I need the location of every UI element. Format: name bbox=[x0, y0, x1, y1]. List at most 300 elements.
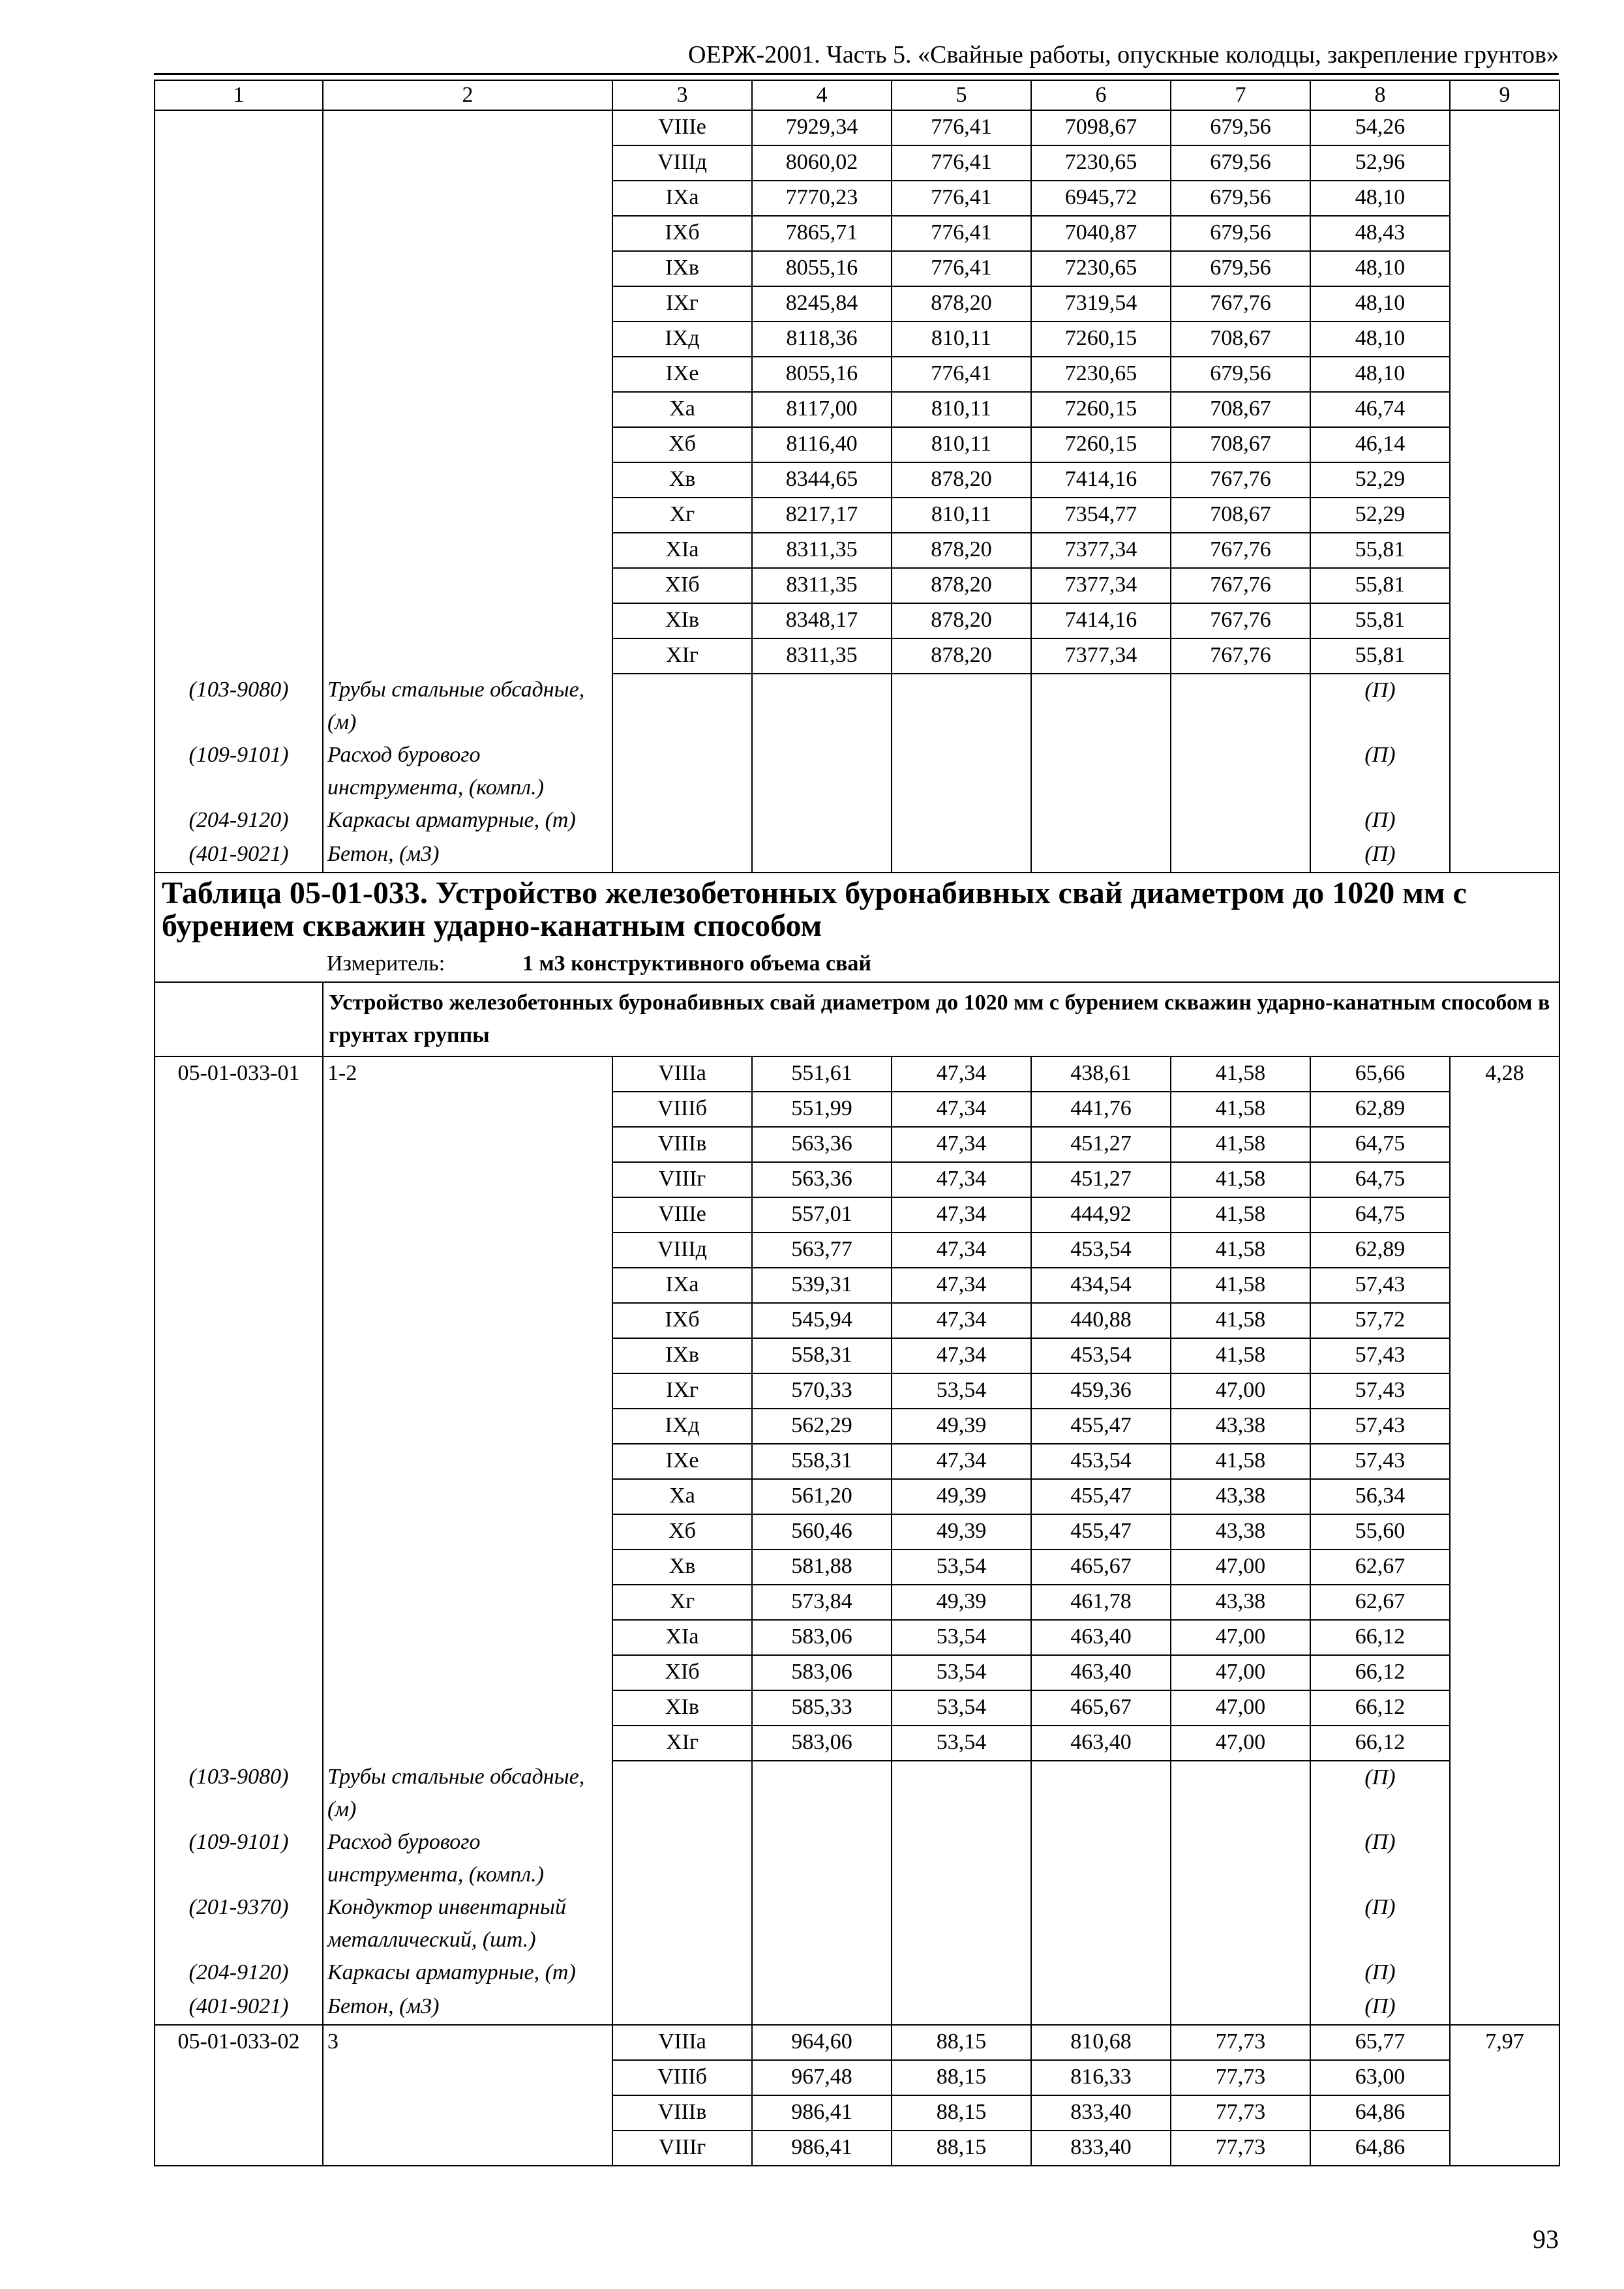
price-value: 41,58 bbox=[1171, 1197, 1310, 1233]
price-value: 585,33 bbox=[752, 1690, 892, 1726]
blank-cell bbox=[323, 1373, 612, 1409]
blank-cell bbox=[752, 804, 892, 838]
zone-code: XIб bbox=[612, 568, 752, 603]
blank-cell bbox=[155, 533, 323, 568]
blank-cell bbox=[612, 838, 752, 873]
blank-cell bbox=[1031, 1826, 1171, 1891]
zone-code: Xв bbox=[612, 1549, 752, 1585]
table-subtitle: Устройство железобетонных буронабивных свай диаметром до 1020 мм с бурением скважин ударно-канатным способом в грунтах группы bbox=[323, 982, 1559, 1056]
price-value: 41,58 bbox=[1171, 1303, 1310, 1338]
blank-cell bbox=[323, 2060, 612, 2095]
price-value: 41,58 bbox=[1171, 1056, 1310, 1092]
resource-code: (204-9120) bbox=[155, 1956, 323, 1990]
price-value: 77,73 bbox=[1171, 2131, 1310, 2166]
blank-cell bbox=[323, 2095, 612, 2131]
price-value: 833,40 bbox=[1031, 2095, 1171, 2131]
blank-cell bbox=[1171, 1990, 1310, 2025]
blank-cell bbox=[1450, 110, 1559, 145]
blank-cell bbox=[1450, 2095, 1559, 2131]
price-value: 679,56 bbox=[1171, 251, 1310, 286]
price-value: 708,67 bbox=[1171, 322, 1310, 357]
column-number: 9 bbox=[1450, 80, 1559, 110]
price-value: 55,81 bbox=[1310, 533, 1450, 568]
blank-cell bbox=[323, 1585, 612, 1620]
price-value: 581,88 bbox=[752, 1549, 892, 1585]
price-value: 573,84 bbox=[752, 1585, 892, 1620]
blank-cell bbox=[155, 462, 323, 498]
price-value: 7098,67 bbox=[1031, 110, 1171, 145]
zone-code: IXд bbox=[612, 1409, 752, 1444]
price-value: 7260,15 bbox=[1031, 427, 1171, 462]
price-value: 776,41 bbox=[892, 216, 1031, 251]
zone-code: VIIIг bbox=[612, 1162, 752, 1197]
zone-code: IXг bbox=[612, 286, 752, 322]
price-value: 52,29 bbox=[1310, 462, 1450, 498]
price-value: 767,76 bbox=[1171, 603, 1310, 638]
price-value: 679,56 bbox=[1171, 110, 1310, 145]
price-row bbox=[155, 1197, 1559, 1233]
price-value: 41,58 bbox=[1171, 1162, 1310, 1197]
price-value: 43,38 bbox=[1171, 1479, 1310, 1514]
price-value: 7770,23 bbox=[752, 181, 892, 216]
blank-cell bbox=[323, 1338, 612, 1373]
price-value: 6945,72 bbox=[1031, 181, 1171, 216]
price-value: 8245,84 bbox=[752, 286, 892, 322]
blank-cell bbox=[323, 1127, 612, 1162]
price-row bbox=[155, 462, 1559, 498]
price-value: 47,00 bbox=[1171, 1690, 1310, 1726]
blank-cell bbox=[155, 638, 323, 674]
subtitle-row bbox=[155, 982, 1559, 1056]
blank-cell bbox=[1450, 1956, 1559, 1990]
blank-cell bbox=[323, 638, 612, 674]
blank-cell bbox=[155, 1268, 323, 1303]
blank-cell bbox=[155, 427, 323, 462]
price-value: 56,34 bbox=[1310, 1479, 1450, 1514]
zone-code: XIа bbox=[612, 1620, 752, 1655]
blank-cell bbox=[155, 1549, 323, 1585]
price-row bbox=[155, 1373, 1559, 1409]
price-value: 57,43 bbox=[1310, 1444, 1450, 1479]
column-number: 1 bbox=[155, 80, 323, 110]
blank-cell bbox=[1450, 498, 1559, 533]
price-value: 88,15 bbox=[892, 2025, 1031, 2060]
price-value: 570,33 bbox=[752, 1373, 892, 1409]
price-value: 679,56 bbox=[1171, 145, 1310, 181]
price-value: 7414,16 bbox=[1031, 462, 1171, 498]
zone-code: IXа bbox=[612, 1268, 752, 1303]
price-row bbox=[155, 392, 1559, 427]
resource-unit-mark: (П) bbox=[1310, 1826, 1450, 1891]
blank-cell bbox=[155, 2060, 323, 2095]
price-value: 41,58 bbox=[1171, 1092, 1310, 1127]
blank-cell bbox=[1450, 739, 1559, 804]
blank-cell bbox=[752, 1761, 892, 1826]
blank-cell bbox=[612, 1761, 752, 1826]
price-row bbox=[155, 1655, 1559, 1690]
blank-cell bbox=[155, 392, 323, 427]
price-value: 41,58 bbox=[1171, 1233, 1310, 1268]
price-value: 49,39 bbox=[892, 1409, 1031, 1444]
price-value: 43,38 bbox=[1171, 1514, 1310, 1549]
column-number: 7 bbox=[1171, 80, 1310, 110]
blank-cell bbox=[1450, 1338, 1559, 1373]
blank-cell bbox=[155, 1373, 323, 1409]
price-table bbox=[154, 80, 1560, 2166]
blank-cell bbox=[323, 251, 612, 286]
soil-group: 1-2 bbox=[323, 1056, 612, 1092]
blank-cell bbox=[1450, 1127, 1559, 1162]
resource-unit-mark: (П) bbox=[1310, 838, 1450, 873]
blank-cell bbox=[612, 674, 752, 739]
price-value: 47,34 bbox=[892, 1056, 1031, 1092]
resource-row bbox=[155, 838, 1559, 873]
price-value: 560,46 bbox=[752, 1514, 892, 1549]
price-value: 810,11 bbox=[892, 392, 1031, 427]
blank-cell bbox=[323, 1233, 612, 1268]
blank-cell bbox=[155, 1479, 323, 1514]
blank-cell bbox=[155, 1585, 323, 1620]
price-value: 55,60 bbox=[1310, 1514, 1450, 1549]
blank-cell bbox=[155, 1514, 323, 1549]
price-value: 444,92 bbox=[1031, 1197, 1171, 1233]
price-value: 558,31 bbox=[752, 1444, 892, 1479]
price-value: 49,39 bbox=[892, 1514, 1031, 1549]
soil-group: 3 bbox=[323, 2025, 612, 2060]
resource-name: Бетон, (м3) bbox=[323, 1990, 612, 2025]
blank-cell bbox=[323, 462, 612, 498]
price-value: 64,75 bbox=[1310, 1127, 1450, 1162]
column-number: 8 bbox=[1310, 80, 1450, 110]
blank-cell bbox=[752, 838, 892, 873]
price-value: 48,10 bbox=[1310, 181, 1450, 216]
price-value: 7354,77 bbox=[1031, 498, 1171, 533]
price-value: 77,73 bbox=[1171, 2025, 1310, 2060]
price-value: 8055,16 bbox=[752, 251, 892, 286]
blank-cell bbox=[1450, 1585, 1559, 1620]
price-value: 62,67 bbox=[1310, 1549, 1450, 1585]
resource-name: Каркасы арматурные, (т) bbox=[323, 1956, 612, 1990]
blank-cell bbox=[1450, 1444, 1559, 1479]
price-value: 47,00 bbox=[1171, 1620, 1310, 1655]
price-value: 434,54 bbox=[1031, 1268, 1171, 1303]
zone-code: VIIIв bbox=[612, 2095, 752, 2131]
resource-unit-mark: (П) bbox=[1310, 1956, 1450, 1990]
blank-cell bbox=[1450, 2131, 1559, 2166]
blank-cell bbox=[155, 498, 323, 533]
price-value: 816,33 bbox=[1031, 2060, 1171, 2095]
price-value: 47,00 bbox=[1171, 1549, 1310, 1585]
column-number: 3 bbox=[612, 80, 752, 110]
blank-cell bbox=[1171, 1891, 1310, 1956]
zone-code: XIб bbox=[612, 1655, 752, 1690]
zone-code: XIв bbox=[612, 603, 752, 638]
blank-cell bbox=[155, 1092, 323, 1127]
blank-cell bbox=[155, 1620, 323, 1655]
blank-cell bbox=[892, 1891, 1031, 1956]
blank-cell bbox=[1450, 1479, 1559, 1514]
blank-cell bbox=[1450, 1233, 1559, 1268]
zone-code: VIIIа bbox=[612, 2025, 752, 2060]
price-value: 810,68 bbox=[1031, 2025, 1171, 2060]
blank-cell bbox=[892, 739, 1031, 804]
price-row bbox=[155, 498, 1559, 533]
price-value: 57,43 bbox=[1310, 1409, 1450, 1444]
blank-cell bbox=[155, 286, 323, 322]
blank-cell bbox=[155, 1162, 323, 1197]
blank-cell bbox=[1450, 1162, 1559, 1197]
blank-cell bbox=[155, 1233, 323, 1268]
price-value: 88,15 bbox=[892, 2131, 1031, 2166]
price-value: 7377,34 bbox=[1031, 568, 1171, 603]
price-value: 47,34 bbox=[892, 1444, 1031, 1479]
blank-cell bbox=[323, 1197, 612, 1233]
price-value: 53,54 bbox=[892, 1726, 1031, 1761]
price-value: 48,10 bbox=[1310, 322, 1450, 357]
price-value: 833,40 bbox=[1031, 2131, 1171, 2166]
price-value: 64,75 bbox=[1310, 1162, 1450, 1197]
price-row bbox=[155, 322, 1559, 357]
price-value: 451,27 bbox=[1031, 1162, 1171, 1197]
blank-cell bbox=[1031, 739, 1171, 804]
price-value: 65,77 bbox=[1310, 2025, 1450, 2060]
blank-cell bbox=[1450, 1620, 1559, 1655]
price-value: 53,54 bbox=[892, 1549, 1031, 1585]
price-value: 767,76 bbox=[1171, 638, 1310, 674]
resource-code: (103-9080) bbox=[155, 1761, 323, 1826]
price-row bbox=[155, 603, 1559, 638]
price-value: 77,73 bbox=[1171, 2060, 1310, 2095]
price-value: 8118,36 bbox=[752, 322, 892, 357]
zone-code: XIг bbox=[612, 1726, 752, 1761]
zone-code: VIIIд bbox=[612, 145, 752, 181]
price-value: 776,41 bbox=[892, 251, 1031, 286]
blank-cell bbox=[752, 1956, 892, 1990]
blank-cell bbox=[752, 739, 892, 804]
zone-code: IXб bbox=[612, 216, 752, 251]
blank-cell bbox=[1031, 1761, 1171, 1826]
price-value: 562,29 bbox=[752, 1409, 892, 1444]
blank-cell bbox=[1031, 1891, 1171, 1956]
price-value: 53,54 bbox=[892, 1373, 1031, 1409]
blank-cell bbox=[323, 1162, 612, 1197]
blank-cell bbox=[1450, 392, 1559, 427]
blank-cell bbox=[1450, 804, 1559, 838]
price-value: 8116,40 bbox=[752, 427, 892, 462]
price-value: 57,43 bbox=[1310, 1268, 1450, 1303]
zone-code: IXе bbox=[612, 357, 752, 392]
blank-cell bbox=[1171, 1761, 1310, 1826]
blank-cell bbox=[1031, 804, 1171, 838]
zone-code: IXб bbox=[612, 1303, 752, 1338]
price-value: 47,34 bbox=[892, 1197, 1031, 1233]
measure-cell bbox=[323, 948, 1559, 982]
blank-cell bbox=[155, 145, 323, 181]
price-row bbox=[155, 2131, 1559, 2166]
price-value: 8217,17 bbox=[752, 498, 892, 533]
resource-unit-mark: (П) bbox=[1310, 1891, 1450, 1956]
price-row bbox=[155, 427, 1559, 462]
blank-cell bbox=[1450, 1373, 1559, 1409]
price-row bbox=[155, 1268, 1559, 1303]
price-row bbox=[155, 181, 1559, 216]
price-value: 440,88 bbox=[1031, 1303, 1171, 1338]
price-value: 53,54 bbox=[892, 1620, 1031, 1655]
blank-cell bbox=[155, 948, 323, 982]
blank-cell bbox=[155, 322, 323, 357]
price-value: 88,15 bbox=[892, 2060, 1031, 2095]
price-row bbox=[155, 216, 1559, 251]
zone-code: XIв bbox=[612, 1690, 752, 1726]
column-number: 4 bbox=[752, 80, 892, 110]
price-value: 583,06 bbox=[752, 1620, 892, 1655]
price-value: 810,11 bbox=[892, 427, 1031, 462]
blank-cell bbox=[1450, 145, 1559, 181]
price-value: 47,00 bbox=[1171, 1726, 1310, 1761]
price-value: 8311,35 bbox=[752, 568, 892, 603]
price-value: 545,94 bbox=[752, 1303, 892, 1338]
blank-cell bbox=[155, 1409, 323, 1444]
price-value: 563,77 bbox=[752, 1233, 892, 1268]
zone-code: IXг bbox=[612, 1373, 752, 1409]
price-value: 65,66 bbox=[1310, 1056, 1450, 1092]
price-value: 463,40 bbox=[1031, 1620, 1171, 1655]
price-value: 810,11 bbox=[892, 498, 1031, 533]
zone-code: Xг bbox=[612, 498, 752, 533]
price-value: 47,34 bbox=[892, 1162, 1031, 1197]
price-row bbox=[155, 1620, 1559, 1655]
blank-cell bbox=[1450, 427, 1559, 462]
price-value: 461,78 bbox=[1031, 1585, 1171, 1620]
price-value: 8311,35 bbox=[752, 533, 892, 568]
blank-cell bbox=[1450, 674, 1559, 739]
blank-cell bbox=[1450, 1891, 1559, 1956]
resource-row bbox=[155, 804, 1559, 838]
price-value: 62,67 bbox=[1310, 1585, 1450, 1620]
blank-cell bbox=[155, 2095, 323, 2131]
price-row bbox=[155, 286, 1559, 322]
price-value: 55,81 bbox=[1310, 638, 1450, 674]
blank-cell bbox=[1171, 1826, 1310, 1891]
column-number-row bbox=[155, 80, 1559, 110]
price-value: 52,96 bbox=[1310, 145, 1450, 181]
blank-cell bbox=[323, 1620, 612, 1655]
zone-code: Xб bbox=[612, 427, 752, 462]
price-value: 43,38 bbox=[1171, 1409, 1310, 1444]
price-value: 7865,71 bbox=[752, 216, 892, 251]
price-value: 563,36 bbox=[752, 1127, 892, 1162]
price-value: 767,76 bbox=[1171, 462, 1310, 498]
price-row bbox=[155, 638, 1559, 674]
price-row bbox=[155, 1056, 1559, 1092]
price-value: 463,40 bbox=[1031, 1726, 1171, 1761]
price-value: 465,67 bbox=[1031, 1549, 1171, 1585]
resource-name: Каркасы арматурные, (т) bbox=[323, 804, 612, 838]
blank-cell bbox=[612, 1956, 752, 1990]
blank-cell bbox=[323, 1444, 612, 1479]
price-value: 551,99 bbox=[752, 1092, 892, 1127]
price-value: 551,61 bbox=[752, 1056, 892, 1092]
zone-code: IXа bbox=[612, 181, 752, 216]
price-row bbox=[155, 1162, 1559, 1197]
blank-cell bbox=[1450, 181, 1559, 216]
price-value: 66,12 bbox=[1310, 1655, 1450, 1690]
price-value: 986,41 bbox=[752, 2095, 892, 2131]
price-value: 63,00 bbox=[1310, 2060, 1450, 2095]
resource-row bbox=[155, 739, 1559, 804]
price-row bbox=[155, 1726, 1559, 1761]
column-number: 6 bbox=[1031, 80, 1171, 110]
blank-cell bbox=[1450, 638, 1559, 674]
blank-cell bbox=[1171, 674, 1310, 739]
price-value: 62,89 bbox=[1310, 1092, 1450, 1127]
price-value: 776,41 bbox=[892, 110, 1031, 145]
price-value: 7929,34 bbox=[752, 110, 892, 145]
price-value: 48,10 bbox=[1310, 286, 1450, 322]
price-value: 455,47 bbox=[1031, 1514, 1171, 1549]
price-value: 465,67 bbox=[1031, 1690, 1171, 1726]
blank-cell bbox=[155, 982, 323, 1056]
blank-cell bbox=[752, 1990, 892, 2025]
blank-cell bbox=[155, 181, 323, 216]
price-value: 7230,65 bbox=[1031, 357, 1171, 392]
blank-cell bbox=[323, 498, 612, 533]
blank-cell bbox=[1450, 462, 1559, 498]
blank-cell bbox=[892, 838, 1031, 873]
zone-code: IXв bbox=[612, 1338, 752, 1373]
blank-cell bbox=[1450, 1761, 1559, 1826]
table-title: Таблица 05-01-033. Устройство железобетонных буронабивных свай диаметром до 1020 мм с бурением скважин ударно-канатным способом bbox=[155, 873, 1559, 948]
blank-cell bbox=[1171, 739, 1310, 804]
resource-unit-mark: (П) bbox=[1310, 1990, 1450, 2025]
price-value: 679,56 bbox=[1171, 216, 1310, 251]
resource-name: Трубы стальные обсадные, (м) bbox=[323, 674, 612, 739]
price-value: 679,56 bbox=[1171, 357, 1310, 392]
blank-cell bbox=[1450, 1826, 1559, 1891]
blank-cell bbox=[1450, 216, 1559, 251]
blank-cell bbox=[1450, 286, 1559, 322]
zone-code: XIг bbox=[612, 638, 752, 674]
blank-cell bbox=[155, 1726, 323, 1761]
blank-cell bbox=[892, 1990, 1031, 2025]
price-value: 810,11 bbox=[892, 322, 1031, 357]
zone-code: IXв bbox=[612, 251, 752, 286]
resource-name: Кондуктор инвентарный металлический, (шт.) bbox=[323, 1891, 612, 1956]
blank-cell bbox=[323, 1690, 612, 1726]
blank-cell bbox=[892, 804, 1031, 838]
zone-code: Xа bbox=[612, 392, 752, 427]
zone-code: IXд bbox=[612, 322, 752, 357]
price-value: 878,20 bbox=[892, 286, 1031, 322]
page-number: 93 bbox=[1533, 2224, 1559, 2254]
price-value: 62,89 bbox=[1310, 1233, 1450, 1268]
price-row bbox=[155, 2025, 1559, 2060]
price-value: 41,58 bbox=[1171, 1127, 1310, 1162]
price-value: 776,41 bbox=[892, 181, 1031, 216]
measure-label: Измеритель: bbox=[327, 951, 445, 976]
price-value: 49,39 bbox=[892, 1585, 1031, 1620]
price-row bbox=[155, 251, 1559, 286]
blank-cell bbox=[1450, 1726, 1559, 1761]
price-value: 967,48 bbox=[752, 2060, 892, 2095]
price-row bbox=[155, 1514, 1559, 1549]
resource-row bbox=[155, 674, 1559, 739]
zone-code: VIIIе bbox=[612, 1197, 752, 1233]
price-row bbox=[155, 1303, 1559, 1338]
blank-cell bbox=[892, 1826, 1031, 1891]
price-value: 55,81 bbox=[1310, 603, 1450, 638]
blank-cell bbox=[1450, 2060, 1559, 2095]
